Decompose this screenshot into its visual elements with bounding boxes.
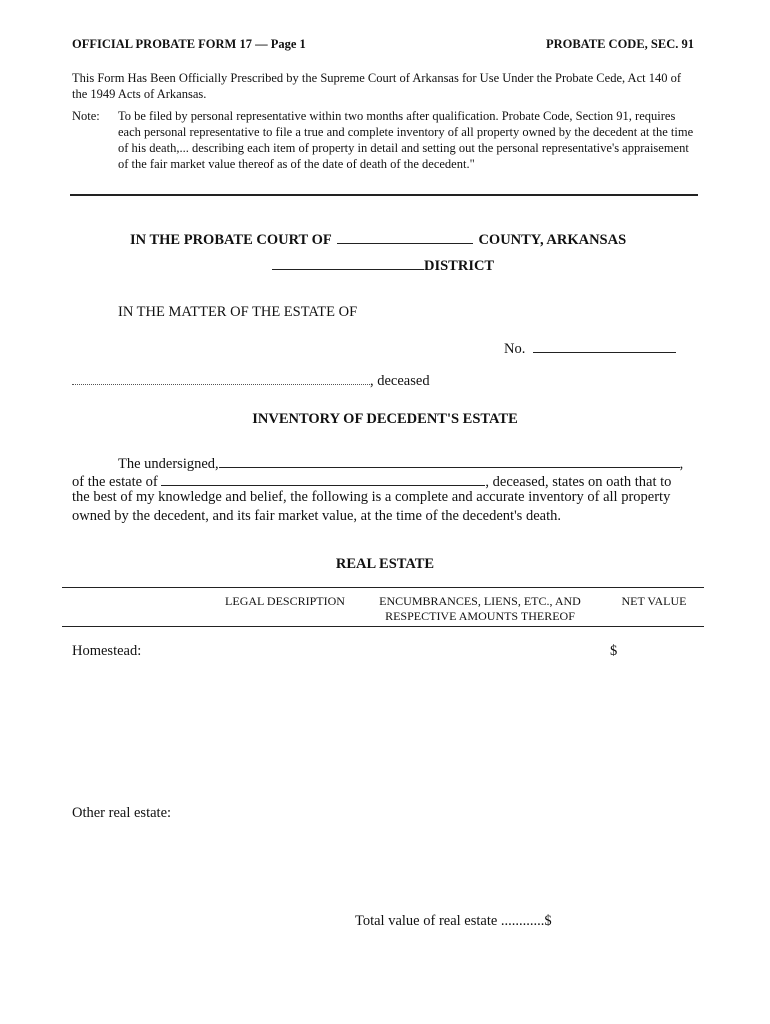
statement-line-3: the best of my knowledge and belief, the following is a complete and accurate inventory of all property: [72, 489, 671, 505]
intro-line: This Form Has Been Officially Prescribed by the Supreme Court of Arkansas for Use Under the Probate Cede, Act 140 of: [72, 71, 682, 85]
other-real-estate-label: Other real estate:: [72, 805, 172, 821]
oath-text: , deceased, states on oath that to: [485, 474, 672, 490]
table-header-rule: [62, 626, 704, 627]
col-legal-description: LEGAL DESCRIPTION: [225, 594, 345, 608]
estate-of-label: of the estate of: [72, 474, 158, 490]
case-number-label: No.: [504, 341, 526, 357]
code-reference: PROBATE CODE, SEC. 91: [545, 37, 694, 51]
deceased-line: [72, 370, 430, 390]
homestead-label: Homestead:: [72, 643, 142, 659]
intro-text: [72, 70, 702, 102]
table-top-rule: [62, 587, 704, 588]
col-encumbrances-line: ENCUMBRANCES, LIENS, ETC., AND: [379, 594, 581, 608]
col-encumbrances-line: RESPECTIVE AMOUNTS THEREOF: [385, 609, 575, 623]
case-number: [504, 338, 676, 358]
real-estate-heading: REAL ESTATE: [335, 556, 435, 572]
total-real-estate: Total value of real estate ............$: [355, 913, 552, 929]
col-encumbrances: [362, 594, 598, 624]
comma: ,: [679, 456, 684, 472]
district-field[interactable]: [272, 255, 424, 270]
homestead-dollar: $: [610, 643, 618, 659]
col-net-value: NET VALUE: [621, 594, 687, 608]
note-line: each personal representative to file a true and complete inventory of all property owned by the decedent at the time: [118, 125, 694, 139]
note-line: To be filed by personal representative within two months after qualification. Probate Code, Section 91, requires: [118, 109, 676, 123]
court-heading: [130, 229, 626, 249]
case-number-field[interactable]: [533, 338, 676, 353]
statement-line-4: owned by the decedent, and its fair market value, at the time of the decedent's death.: [72, 508, 561, 524]
matter-label: IN THE MATTER OF THE ESTATE OF: [118, 304, 358, 320]
note-label: Note:: [72, 109, 100, 123]
undersigned-label: The undersigned,: [118, 456, 219, 472]
statement-line-1: [118, 453, 683, 473]
document-title: INVENTORY OF DECEDENT'S ESTATE: [252, 411, 518, 427]
note-text: [118, 108, 698, 172]
district-line: [272, 255, 494, 275]
county-field[interactable]: [337, 229, 473, 244]
section-divider: [70, 194, 698, 196]
court-prefix: IN THE PROBATE COURT OF: [130, 232, 332, 248]
undersigned-field[interactable]: [219, 453, 680, 468]
intro-line: the 1949 Acts of Arkansas.: [72, 87, 207, 101]
note-line: of the fair market value thereof as of the date of death of the decedent.": [118, 157, 475, 171]
deceased-label: , deceased: [370, 373, 430, 389]
court-county-label: COUNTY, ARKANSAS: [478, 232, 627, 248]
district-label: DISTRICT: [424, 258, 495, 274]
form-title: OFFICIAL PROBATE FORM 17 — Page 1: [72, 37, 306, 51]
deceased-name-field[interactable]: [72, 370, 370, 385]
note-line: of his death,... describing each item of property in detail and setting out the personal representative's appraisement: [118, 141, 689, 155]
statement-line-2: [72, 471, 671, 491]
estate-of-field[interactable]: [161, 471, 485, 486]
